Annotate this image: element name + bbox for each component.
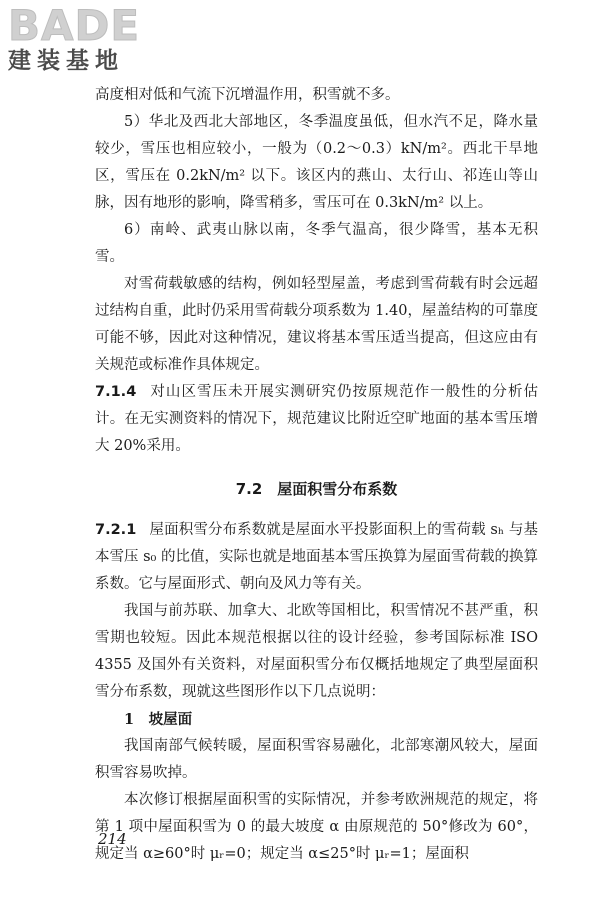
clause-text: 屋面积雪分布系数就是屋面水平投影面积上的雪荷载 sₕ 与基本雪压 s₀ 的比值，实际也就是地面基本雪压换算为屋面雪荷载的换算系数。它与屋面形式、朝向及风力等有关。 — [95, 522, 538, 592]
paragraph: 对雪荷载敏感的结构，例如轻型屋盖，考虑到雪荷载有时会远超过结构自重，此时仍采用雪荷载分项系数为 1.40，屋盖结构的可靠度可能不够，因此对这种情况，建议将基本雪压适当提高，但这应由有关规范或标准作具体规定。 — [95, 276, 538, 373]
section-title: 屋面积雪分布系数 — [277, 480, 398, 498]
page-number: 214 — [98, 830, 127, 848]
clause-number: 7.2.1 — [95, 522, 137, 538]
clause-number: 7.1.4 — [95, 384, 137, 400]
paragraph: 我国与前苏联、加拿大、北欧等国相比，积雪情况不甚严重，积雪期也较短。因此本规范根据以往的设计经验，参考国际标准 ISO 4355 及国外有关资料，对屋面积雪分布仅概括地规定了典型屋面积雪分布系数，现就这些图形作以下几点说明： — [95, 603, 538, 700]
paragraph: 高度相对低和气流下沉增温作用，积雪就不多。 — [95, 87, 400, 103]
paragraph: 本次修订根据屋面积雪的实际情况，并参考欧洲规范的规定，将第 1 项中屋面积雪为 0 的最大坡度 α 由原规范的 50°修改为 60°，规定当 α≥60°时 μᵣ=0；规定当 α≤25°时 μᵣ=1；屋面积 — [95, 792, 538, 862]
subsection-heading: 1 坡屋面 — [124, 711, 193, 728]
clause-text: 对山区雪压未开展实测研究仍按原规范作一般性的分析估计。在无实测资料的情况下，规范建议比附近空旷地面的基本雪压增大 20%采用。 — [95, 384, 538, 454]
logo-subtitle: 建装基地 — [8, 48, 124, 74]
clause-7-2-1 — [95, 517, 538, 598]
page-body — [95, 82, 538, 868]
clause-7-1-4 — [95, 379, 538, 460]
logo — [8, 1, 183, 74]
section-number: 7.2 — [235, 480, 263, 498]
section-heading — [95, 476, 538, 503]
logo-brand-text: BADE — [8, 1, 141, 50]
paragraph: 6）南岭、武夷山脉以南，冬季气温高，很少降雪，基本无积雪。 — [95, 222, 538, 265]
paragraph: 我国南部气候转暖，屋面积雪容易融化，北部寒潮风较大，屋面积雪容易吹掉。 — [95, 738, 538, 781]
paragraph: 5）华北及西北大部地区，冬季温度虽低，但水汽不足，降水量较少，雪压也相应较小，一般为（0.2～0.3）kN/m²。西北干旱地区，雪压在 0.2kN/m² 以下。该区内的燕山、太行山、祁连山等山脉，因有地形的影响，降雪稍多，雪压可在 0.3kN/m² 以上。 — [95, 114, 538, 211]
